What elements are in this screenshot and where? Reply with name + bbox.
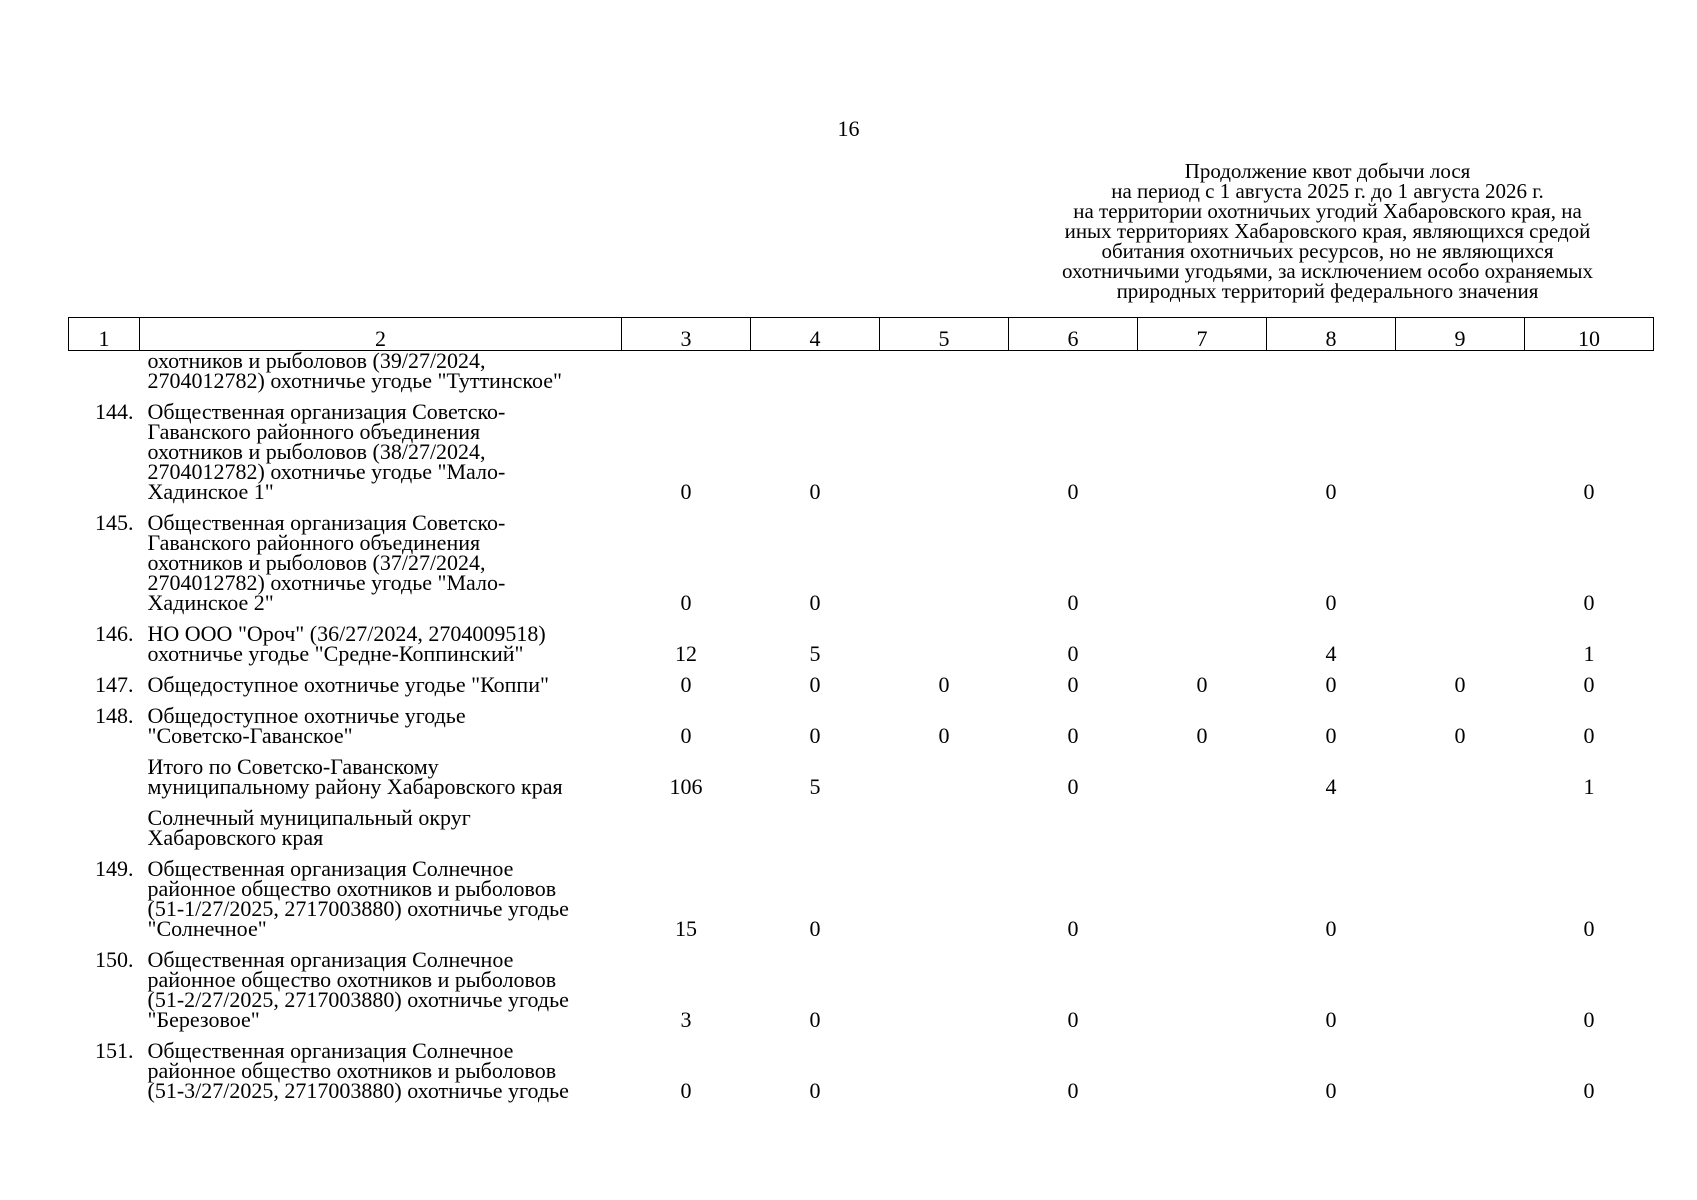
value-cell-col-7 <box>1138 502 1267 613</box>
caption-line: иных территориях Хабаровского края, являющихся средой <box>1064 219 1591 243</box>
row-name-line: районное общество охотников и рыболовов <box>147 876 557 901</box>
value-cell-col-10 <box>1525 797 1654 848</box>
row-name-line: районное общество охотников и рыболовов <box>147 1058 557 1083</box>
value-cell-col-3: 3 <box>680 1007 692 1032</box>
value-cell-col-4: 5 <box>809 774 821 799</box>
caption-line: на период с 1 августа 2025 г. до 1 августа 2026 г. <box>1111 179 1544 203</box>
value-cell-col-8: 0 <box>1325 672 1337 697</box>
value-cell-col-5 <box>880 1030 1009 1101</box>
value-cell-col-8: 0 <box>1325 1078 1337 1103</box>
value-cell-col-6: 0 <box>1067 916 1079 941</box>
row-name-line: охотников и рыболовов (37/27/2024, <box>147 550 486 575</box>
value-cell-col-9 <box>1396 351 1525 392</box>
row-name-line: охотников и рыболовов (39/27/2024, <box>147 348 486 373</box>
value-cell-col-9 <box>1396 939 1525 1030</box>
value-cell-col-7 <box>1138 939 1267 1030</box>
value-cell-col-3: 12 <box>675 641 697 666</box>
row-name <box>140 848 622 939</box>
value-cell-col-5: 0 <box>938 672 950 697</box>
value-cell-col-10: 0 <box>1583 723 1595 748</box>
value-cell-col-5 <box>880 797 1009 848</box>
row-name <box>140 1030 622 1101</box>
row-number <box>69 797 140 848</box>
value-cell-col-3: 15 <box>675 916 697 941</box>
value-cell-col-5 <box>880 391 1009 502</box>
value-cell-col-8: 4 <box>1325 774 1337 799</box>
row-name <box>140 797 622 848</box>
value-cell-col-5 <box>880 613 1009 664</box>
value-cell-col-6: 0 <box>1067 1007 1079 1032</box>
row-number: 145. <box>95 510 134 535</box>
value-cell-col-8 <box>1267 351 1396 392</box>
value-cell-col-5 <box>880 746 1009 797</box>
value-cell-col-7 <box>1138 848 1267 939</box>
caption-line: обитания охотничьих ресурсов, но не являющихся <box>1101 239 1554 263</box>
value-cell-col-5: 0 <box>938 723 950 748</box>
caption-line: природных территорий федерального значения <box>1116 279 1539 303</box>
row-number: 146. <box>95 621 134 646</box>
value-cell-col-3: 0 <box>680 672 692 697</box>
value-cell-col-7 <box>1138 746 1267 797</box>
table-row <box>69 939 1654 1030</box>
value-cell-col-5 <box>880 848 1009 939</box>
value-cell-col-9 <box>1396 797 1525 848</box>
row-name-line: Общественная организация Солнечное <box>147 947 514 972</box>
caption-line: охотничьими угодьями, за исключением особо охраняемых <box>1061 259 1594 283</box>
row-name <box>140 391 622 502</box>
row-name-line: Гаванского районного объединения <box>147 419 481 444</box>
row-name <box>140 664 622 695</box>
value-cell-col-4: 5 <box>809 641 821 666</box>
table-row <box>69 351 1654 392</box>
row-name-line: Общественная организация Советско- <box>147 399 506 424</box>
value-cell-col-6 <box>1009 797 1138 848</box>
row-number: 149. <box>95 856 134 881</box>
row-name-line: НО ООО "Ороч" (36/27/2024, 2704009518) <box>147 621 546 646</box>
header-cell-6: 6 <box>1009 318 1138 351</box>
value-cell-col-3: 0 <box>680 479 692 504</box>
row-number: 151. <box>95 1038 134 1063</box>
value-cell-col-7: 0 <box>1196 672 1208 697</box>
value-cell-col-9 <box>1396 391 1525 502</box>
value-cell-col-5 <box>880 502 1009 613</box>
value-cell-col-7 <box>1138 797 1267 848</box>
row-name-line: Общедоступное охотничье угодье "Коппи" <box>147 672 549 697</box>
value-cell-col-7 <box>1138 1030 1267 1101</box>
value-cell-col-9 <box>1396 746 1525 797</box>
value-cell-col-4: 0 <box>809 1078 821 1103</box>
header-cell-1: 1 <box>69 318 140 351</box>
value-cell-col-4 <box>751 351 880 392</box>
value-cell-col-9: 0 <box>1454 723 1466 748</box>
quota-table <box>68 317 1654 1101</box>
value-cell-col-10: 0 <box>1583 590 1595 615</box>
row-name-line: охотничье угодье "Средне-Коппинский" <box>147 641 524 666</box>
value-cell-col-8: 0 <box>1325 1007 1337 1032</box>
row-name-line: Солнечный муниципальный округ <box>147 805 471 830</box>
row-number <box>69 746 140 797</box>
value-cell-col-6: 0 <box>1067 479 1079 504</box>
value-cell-col-4: 0 <box>809 1007 821 1032</box>
value-cell-col-8: 0 <box>1325 479 1337 504</box>
value-cell-col-10: 0 <box>1583 916 1595 941</box>
value-cell-col-9: 0 <box>1454 672 1466 697</box>
value-cell-col-4: 0 <box>809 723 821 748</box>
row-number <box>69 351 140 392</box>
value-cell-col-6: 0 <box>1067 590 1079 615</box>
row-name-line: (51-1/27/2025, 2717003880) охотничье угодье <box>147 896 569 921</box>
table-row <box>69 848 1654 939</box>
row-name-line: Итого по Советско-Гаванскому <box>147 754 439 779</box>
row-name-line: районное общество охотников и рыболовов <box>147 967 557 992</box>
value-cell-col-6 <box>1009 351 1138 392</box>
row-name <box>140 939 622 1030</box>
row-name-line: Хабаровского края <box>147 825 324 850</box>
row-name-line: Общественная организация Солнечное <box>147 1038 514 1063</box>
row-name-line: Общественная организация Советско- <box>147 510 506 535</box>
value-cell-col-3 <box>622 797 751 848</box>
header-cell-3: 3 <box>622 318 751 351</box>
row-name <box>140 502 622 613</box>
value-cell-col-4 <box>751 797 880 848</box>
table-body <box>69 348 1654 1103</box>
row-name-line: (51-3/27/2025, 2717003880) охотничье угодье <box>147 1078 569 1103</box>
value-cell-col-10 <box>1525 351 1654 392</box>
value-cell-col-9 <box>1396 502 1525 613</box>
row-number: 148. <box>95 703 134 728</box>
row-name-line: муниципальному району Хабаровского края <box>147 774 563 799</box>
value-cell-col-8: 4 <box>1325 641 1337 666</box>
row-name-line: Гаванского районного объединения <box>147 530 481 555</box>
value-cell-col-8: 0 <box>1325 590 1337 615</box>
value-cell-col-6: 0 <box>1067 723 1079 748</box>
caption-line: на территории охотничьих угодий Хабаровского края, на <box>1073 199 1582 223</box>
table-row <box>69 746 1654 797</box>
value-cell-col-10: 0 <box>1583 672 1595 697</box>
value-cell-col-7 <box>1138 351 1267 392</box>
header-cell-2: 2 <box>140 318 622 351</box>
row-name-line: Общедоступное охотничье угодье <box>147 703 466 728</box>
value-cell-col-6: 0 <box>1067 1078 1079 1103</box>
row-name-line: "Советско-Гаванское" <box>147 723 353 748</box>
value-cell-col-5 <box>880 351 1009 392</box>
table-row <box>69 797 1654 848</box>
value-cell-col-3: 0 <box>680 723 692 748</box>
row-name <box>140 746 622 797</box>
header-cell-7: 7 <box>1138 318 1267 351</box>
page-number: 16 <box>837 116 860 141</box>
value-cell-col-6: 0 <box>1067 774 1079 799</box>
row-name-line: 2704012782) охотничье угодье "Мало- <box>147 570 506 595</box>
value-cell-col-10: 0 <box>1583 479 1595 504</box>
table-header <box>69 318 1654 351</box>
value-cell-col-10: 1 <box>1583 641 1595 666</box>
row-name <box>140 613 622 664</box>
caption-line: Продолжение квот добычи лося <box>1184 159 1471 183</box>
row-name-line: 2704012782) охотничье угодье "Мало- <box>147 459 506 484</box>
table-row <box>69 502 1654 613</box>
value-cell-col-6: 0 <box>1067 672 1079 697</box>
value-cell-col-10: 0 <box>1583 1007 1595 1032</box>
value-cell-col-10: 1 <box>1583 774 1595 799</box>
value-cell-col-7 <box>1138 613 1267 664</box>
value-cell-col-9 <box>1396 848 1525 939</box>
table-row <box>69 1030 1654 1101</box>
value-cell-col-4: 0 <box>809 916 821 941</box>
header-cell-10: 10 <box>1525 318 1654 351</box>
row-name-line: Общественная организация Солнечное <box>147 856 514 881</box>
row-name-line: "Березовое" <box>147 1007 260 1032</box>
value-cell-col-10: 0 <box>1583 1078 1595 1103</box>
value-cell-col-9 <box>1396 613 1525 664</box>
value-cell-col-3 <box>622 351 751 392</box>
table-caption <box>1010 161 1645 301</box>
row-number: 150. <box>95 947 134 972</box>
value-cell-col-7 <box>1138 391 1267 502</box>
header-cell-4: 4 <box>751 318 880 351</box>
table-row <box>69 613 1654 664</box>
row-name <box>140 348 622 393</box>
value-cell-col-6: 0 <box>1067 641 1079 666</box>
value-cell-col-8 <box>1267 797 1396 848</box>
table-row <box>69 664 1654 695</box>
row-number: 144. <box>95 399 134 424</box>
value-cell-col-9 <box>1396 1030 1525 1101</box>
value-cell-col-8: 0 <box>1325 916 1337 941</box>
row-name-line: 2704012782) охотничье угодье "Туттинское" <box>147 368 562 393</box>
value-cell-col-4: 0 <box>809 590 821 615</box>
header-cell-5: 5 <box>880 318 1009 351</box>
value-cell-col-5 <box>880 939 1009 1030</box>
row-name-line: охотников и рыболовов (38/27/2024, <box>147 439 486 464</box>
table-row <box>69 391 1654 502</box>
value-cell-col-4: 0 <box>809 672 821 697</box>
value-cell-col-4: 0 <box>809 479 821 504</box>
row-name-line: Хадинское 1" <box>147 479 274 504</box>
table-row <box>69 695 1654 746</box>
value-cell-col-8: 0 <box>1325 723 1337 748</box>
value-cell-col-7: 0 <box>1196 723 1208 748</box>
value-cell-col-3: 106 <box>669 774 703 799</box>
row-number: 147. <box>95 672 134 697</box>
value-cell-col-3: 0 <box>680 590 692 615</box>
value-cell-col-3: 0 <box>680 1078 692 1103</box>
row-name-line: (51-2/27/2025, 2717003880) охотничье угодье <box>147 987 569 1012</box>
row-name <box>140 695 622 746</box>
header-cell-8: 8 <box>1267 318 1396 351</box>
row-name-line: Хадинское 2" <box>147 590 274 615</box>
header-cell-9: 9 <box>1396 318 1525 351</box>
row-name-line: "Солнечное" <box>147 916 267 941</box>
